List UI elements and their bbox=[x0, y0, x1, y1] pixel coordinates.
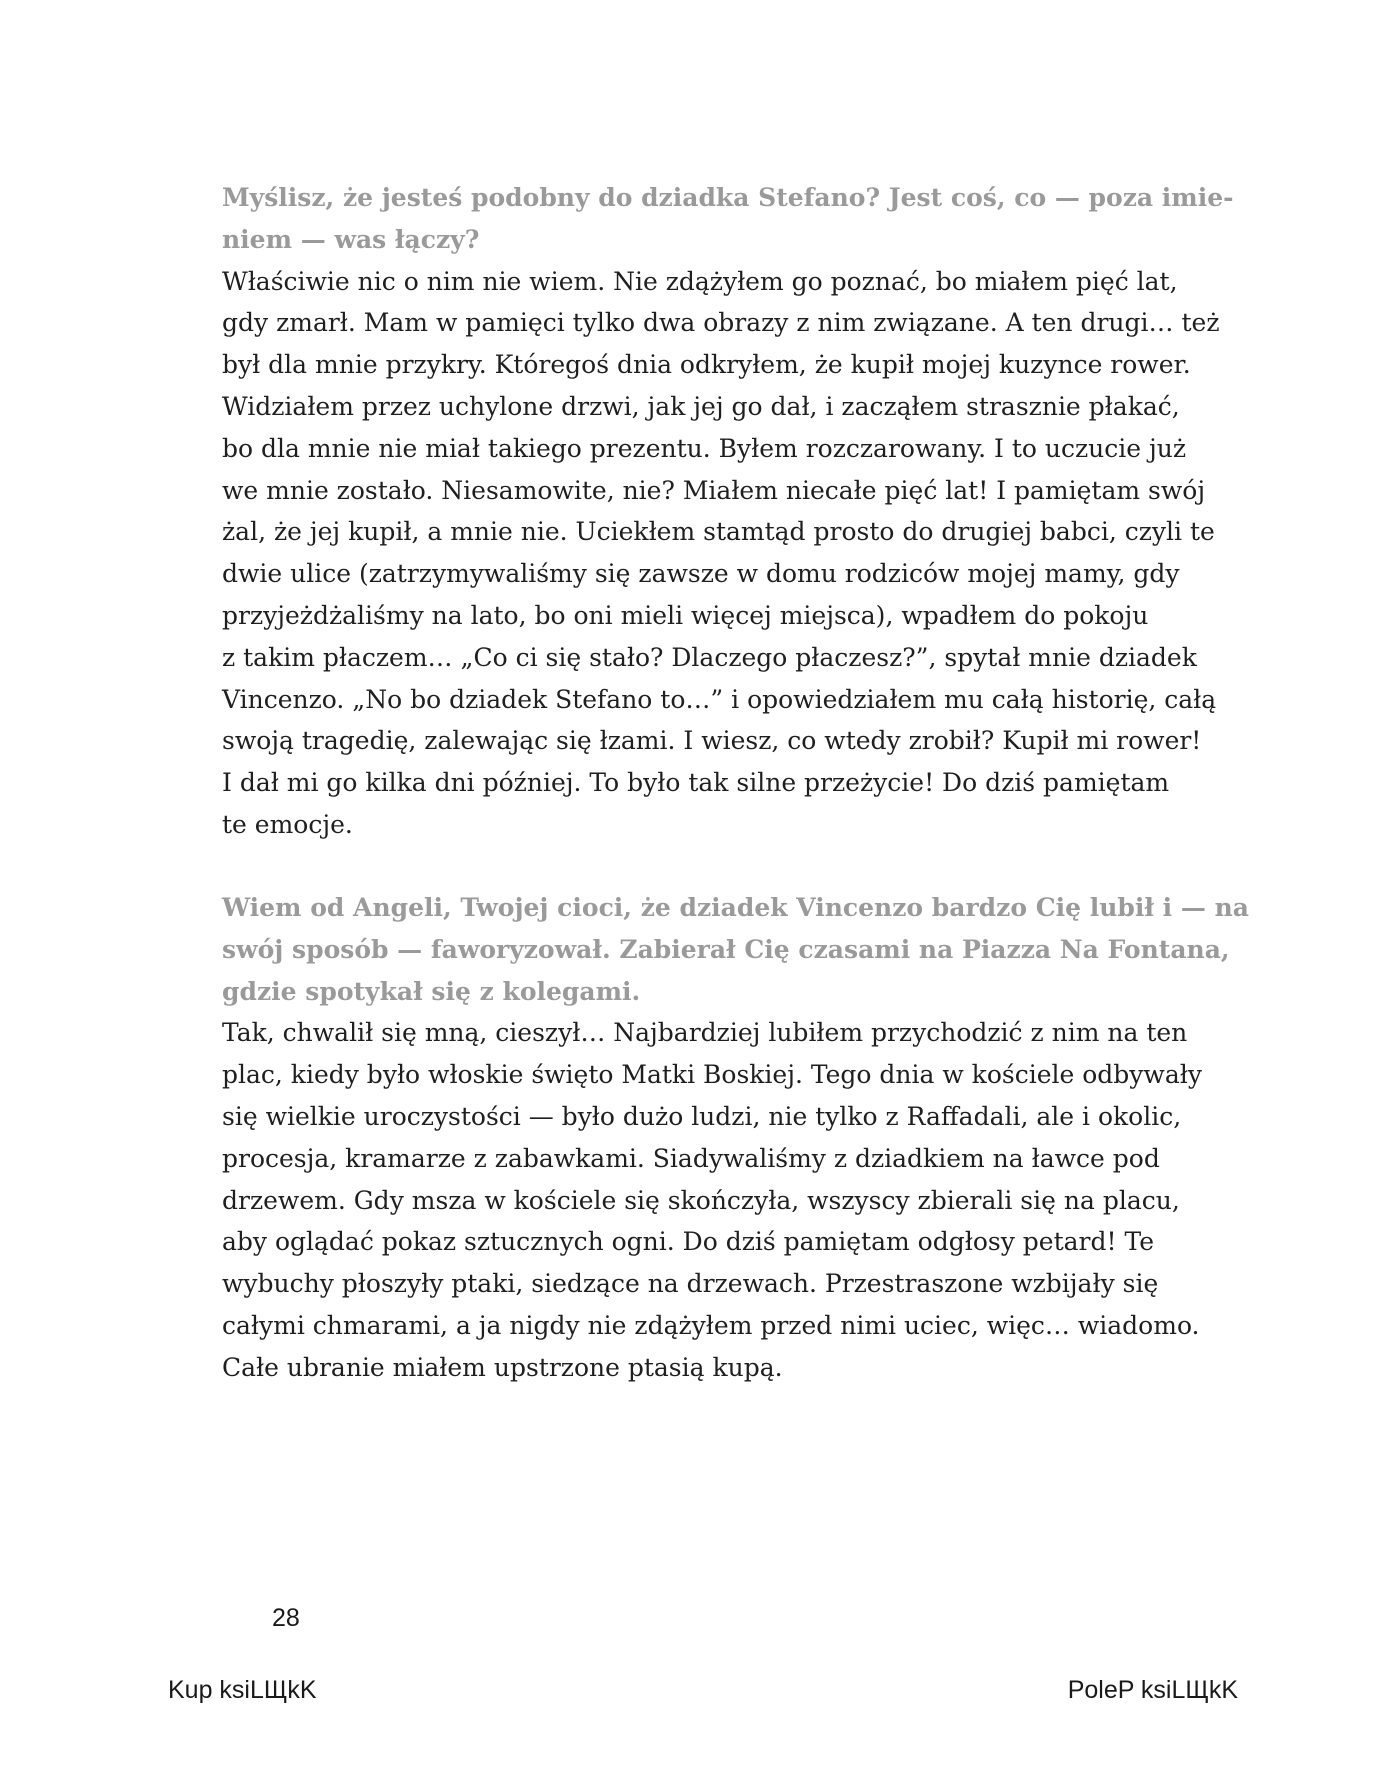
answer-line: we mnie zostało. Niesamowite, nie? Miałem niecałe pięć lat! I pamiętam swój bbox=[222, 475, 1206, 505]
recommend-book-link[interactable]: PoleP ksiLЩkK bbox=[1067, 1676, 1238, 1704]
question-line: Myślisz, że jesteś podobny do dziadka Stefano? Jest coś, co — poza imie- bbox=[222, 183, 1234, 212]
answer-line: całymi chmarami, a ja nigdy nie zdążyłem przed nimi uciec, więc… wiadomo. bbox=[222, 1310, 1200, 1340]
interview-answer bbox=[222, 1012, 1202, 1388]
page-number: 28 bbox=[272, 1604, 300, 1632]
answer-line: Całe ubranie miałem upstrzone ptasią kupą. bbox=[222, 1352, 783, 1382]
interview-section-2 bbox=[222, 887, 1249, 1389]
interview-answer bbox=[222, 261, 1220, 846]
answer-line: gdy zmarł. Mam w pamięci tylko dwa obrazy z nim związane. A ten drugi… też bbox=[222, 308, 1220, 338]
answer-line: drzewem. Gdy msza w kościele się skończyła, wszyscy zbierali się na placu, bbox=[222, 1185, 1180, 1215]
answer-line: I dał mi go kilka dni później. To było tak silne przeżycie! Do dziś pamiętam bbox=[222, 768, 1170, 798]
answer-line: dwie ulice (zatrzymywaliśmy się zawsze w domu rodziców mojej mamy, gdy bbox=[222, 559, 1180, 589]
interview-question bbox=[222, 887, 1249, 1012]
question-line: swój sposób — faworyzował. Zabierał Cię czasami na Piazza Na Fontana, bbox=[222, 934, 1230, 964]
buy-book-link[interactable]: Kup ksiLЩkK bbox=[168, 1676, 317, 1704]
answer-line: Tak, chwalił się mną, cieszył… Najbardziej lubiłem przychodzić z nim na ten bbox=[222, 1018, 1188, 1048]
answer-line: aby oglądać pokaz sztucznych ogni. Do dziś pamiętam odgłosy petard! Te bbox=[222, 1227, 1154, 1257]
answer-line: Vincenzo. „No bo dziadek Stefano to…” i opowiedziałem mu całą historię, całą bbox=[222, 684, 1217, 714]
answer-line: Właściwie nic o nim nie wiem. Nie zdążyłem go poznać, bo miałem pięć lat, bbox=[222, 266, 1178, 296]
question-line: gdzie spotykał się z kolegami. bbox=[222, 976, 641, 1006]
answer-line: te emocje. bbox=[222, 809, 353, 839]
answer-line: z takim płaczem… „Co ci się stało? Dlaczego płaczesz?”, spytał mnie dziadek bbox=[222, 642, 1197, 672]
answer-line: był dla mnie przykry. Któregoś dnia odkryłem, że kupił mojej kuzynce rower. bbox=[222, 350, 1191, 380]
answer-line: plac, kiedy było włoskie święto Matki Boskiej. Tego dnia w kościele odbywały bbox=[222, 1060, 1202, 1090]
answer-line: swoją tragedię, zalewając się łzami. I wiesz, co wtedy zrobił? Kupił mi rower! bbox=[222, 726, 1202, 756]
question-line: niem — was łączy? bbox=[222, 224, 480, 254]
answer-line: wybuchy płoszyły ptaki, siedzące na drzewach. Przestraszone wzbijały się bbox=[222, 1269, 1159, 1299]
question-line: Wiem od Angeli, Twojej cioci, że dziadek Vincenzo bardzo Cię lubił i — na bbox=[222, 893, 1249, 922]
answer-line: żal, że jej kupił, a mnie nie. Uciekłem stamtąd prosto do drugiej babci, czyli te bbox=[222, 517, 1215, 547]
answer-line: przyjeżdżaliśmy na lato, bo oni mieli więcej miejsca), wpadłem do pokoju bbox=[222, 600, 1149, 630]
answer-line: Widziałem przez uchylone drzwi, jak jej go dał, i zacząłem strasznie płakać, bbox=[222, 391, 1180, 421]
answer-line: bo dla mnie nie miał takiego prezentu. Byłem rozczarowany. I to uczucie już bbox=[222, 433, 1187, 463]
interview-question bbox=[222, 177, 1234, 261]
interview-section-1 bbox=[222, 177, 1234, 846]
answer-line: procesja, kramarze z zabawkami. Siadywaliśmy z dziadkiem na ławce pod bbox=[222, 1143, 1160, 1173]
answer-line: się wielkie uroczystości — było dużo ludzi, nie tylko z Raffadali, ale i okolic, bbox=[222, 1101, 1182, 1131]
